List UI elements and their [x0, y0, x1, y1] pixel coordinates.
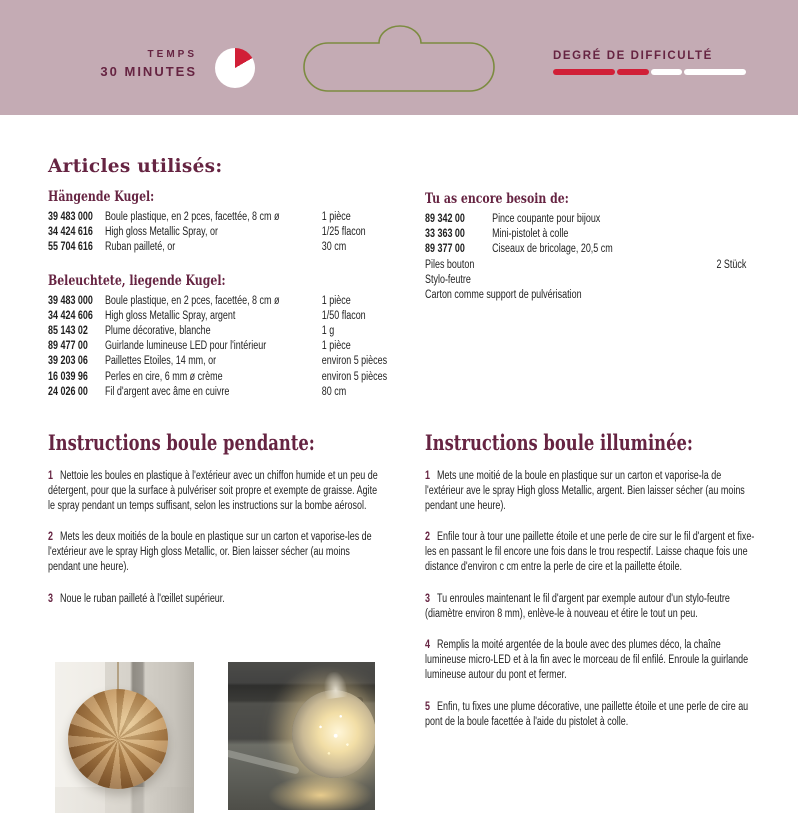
light-cable — [228, 748, 300, 774]
item-code: 89 377 00 — [425, 243, 465, 256]
step-text: Nettoie les boules en plastique à l'extérieur avec un chiffon humide et un peu de détergent, pour que la surface à pulvériser soit propre et exempte de graisse. Agite le spray pendant un temps suffisant, selon les instructions sur la bombe aérosol. — [48, 470, 378, 512]
item-code: 34 424 606 — [48, 309, 93, 322]
step-number: 3 — [48, 592, 53, 605]
difficulty-segment — [651, 69, 682, 75]
item-quantity: 30 cm — [321, 241, 347, 254]
instructions-illuminated-ball — [425, 430, 762, 746]
item-quantity — [692, 212, 747, 227]
item-quantity: 1 g — [321, 325, 335, 338]
step-number: 1 — [425, 470, 430, 482]
difficulty-info — [553, 50, 746, 75]
material-row — [425, 227, 746, 242]
section-title-also-needed: Tu as encore besoin de: — [425, 191, 569, 207]
step-text: Mets les deux moitiés de la boule en plastique sur un carton et vaporise-les de l'extérieur ave le spray High gloss Metallic, or. Bien laisser sécher (au moins pendant une heure). — [48, 531, 372, 573]
time-value: 30 MINUTES — [100, 64, 197, 79]
material-row — [48, 294, 398, 309]
photo-gold-bauble — [55, 662, 194, 813]
item-quantity: 1/50 flacon — [321, 309, 366, 322]
item-quantity: 2 Stück — [716, 258, 747, 271]
material-row — [48, 225, 398, 240]
materials-list-extra — [425, 191, 746, 320]
timer-icon — [215, 48, 255, 88]
instruction-step — [425, 469, 762, 513]
item-code: 55 704 616 — [48, 241, 93, 254]
step-number: 5 — [425, 700, 430, 713]
item-description: High gloss Metallic Spray, or — [104, 226, 218, 239]
instruction-step — [425, 638, 762, 682]
item-description: Guirlande lumineuse LED pour l'intérieur — [104, 340, 267, 353]
step-number: 1 — [48, 470, 53, 482]
item-description: Ruban pailleté, or — [104, 241, 176, 254]
materials-table-extra — [425, 212, 746, 303]
section-title-hanging-ball: Hängende Kugel: — [48, 189, 155, 205]
instruction-step — [425, 530, 762, 574]
instruction-step — [48, 469, 383, 513]
instructions-hanging-ball — [48, 430, 383, 624]
item-description: Boule plastique, en 2 pces, facettée, 8 cm ø — [104, 294, 280, 307]
hanging-string — [117, 662, 119, 692]
item-description: Paillettes Etoiles, 14 mm, or — [104, 355, 217, 368]
material-row — [425, 242, 746, 257]
item-code: 89 477 00 — [48, 340, 88, 353]
item-description: High gloss Metallic Spray, argent — [104, 309, 236, 322]
steps-hanging — [48, 469, 383, 607]
item-quantity: environ 5 pièces — [321, 355, 388, 368]
instruction-step — [48, 592, 383, 607]
item-description: Carton comme support de pulvérisation — [425, 289, 582, 302]
item-description: Pince coupante pour bijoux — [492, 213, 601, 225]
step-number: 2 — [48, 531, 53, 544]
item-quantity: 80 cm — [321, 385, 347, 398]
item-description: Perles en cire, 6 mm ø crème — [104, 370, 223, 383]
material-row — [48, 240, 398, 255]
step-number: 3 — [425, 592, 430, 605]
material-row — [425, 212, 746, 227]
item-code: 24 026 00 — [48, 385, 88, 398]
item-code: 39 483 000 — [48, 211, 93, 223]
item-quantity — [692, 227, 747, 242]
step-text: Enfile tour à tour une paillette étoile et une perle de cire sur le fil d'argent et fixe-les en passant le fil encore une fois dans le trou respectif. Laisse chaque fois une distance d'environ c cm entre la perle de cire et la paillette étoile. — [425, 531, 755, 573]
step-text: Noue le ruban pailleté à l'œillet supérieur. — [60, 592, 225, 605]
step-number: 2 — [425, 531, 430, 544]
item-quantity: 1 pièce — [321, 340, 351, 353]
illuminated-ball — [292, 690, 375, 778]
instruction-step — [425, 592, 762, 622]
materials-table-hanging — [48, 210, 398, 256]
difficulty-segment — [684, 69, 746, 75]
gold-faceted-ball — [68, 689, 168, 789]
material-row — [425, 273, 746, 288]
difficulty-segment — [553, 69, 615, 75]
material-row — [48, 309, 398, 324]
item-code: 39 483 000 — [48, 294, 93, 307]
item-description: Boule plastique, en 2 pces, facettée, 8 cm ø — [104, 211, 280, 223]
ornament-outline-icon — [300, 22, 498, 94]
item-quantity: 1 pièce — [321, 294, 351, 307]
item-description: Piles bouton — [425, 258, 475, 271]
item-description: Stylo-feutre — [425, 273, 471, 286]
material-row — [48, 354, 398, 369]
item-description: Mini-pistolet à colle — [492, 228, 569, 241]
item-code: 89 342 00 — [425, 213, 465, 225]
item-quantity — [692, 288, 747, 303]
steps-illuminated — [425, 469, 762, 729]
instruction-step — [48, 530, 383, 574]
step-text: Tu enroules maintenant le fil d'argent par exemple autour d'un stylo-feutre (diamètre environ 8 mm), enlève-le à nouveau et étire le tout un peu. — [425, 592, 730, 620]
item-description: Plume décorative, blanche — [104, 325, 211, 338]
item-description: Ciseaux de bricolage, 20,5 cm — [492, 243, 613, 256]
section-title-lighted-ball: Beleuchtete, liegende Kugel: — [48, 272, 226, 289]
item-quantity: 1/25 flacon — [321, 226, 366, 239]
item-code: 16 039 96 — [48, 370, 88, 383]
instructions-title-hanging: Instructions boule pendante: — [48, 430, 315, 455]
item-code: 34 424 616 — [48, 226, 93, 239]
item-quantity: 1 pièce — [321, 211, 351, 223]
material-row — [48, 339, 398, 354]
materials-list-left — [48, 189, 398, 417]
step-text: Enfin, tu fixes une plume décorative, une paillette étoile et une perle de cire au pont de la boule facettée à l'aide du pistolet à colle. — [425, 700, 749, 728]
difficulty-label: DEGRÉ DE DIFFICULTÉ — [553, 50, 713, 62]
material-row — [48, 210, 398, 225]
item-quantity: environ 5 pièces — [321, 370, 388, 383]
item-quantity — [692, 242, 747, 257]
material-row — [425, 258, 746, 273]
photo-illuminated-bauble — [228, 662, 375, 810]
window-frame — [55, 787, 194, 813]
instruction-step — [425, 700, 762, 730]
header-banner — [0, 0, 798, 115]
page-title: Articles utilisés: — [48, 156, 223, 177]
item-code: 85 143 02 — [48, 325, 88, 338]
item-code: 33 363 00 — [425, 228, 465, 241]
step-text: Remplis la moité argentée de la boule avec des plumes déco, la chaîne lumineuse micro-LED et à la fin avec le morceau de fil enfilé. Enroule la guirlande lumineuse autour du pont et fermer. — [425, 639, 749, 681]
time-info — [0, 49, 197, 79]
material-row — [425, 288, 746, 303]
item-description: Fil d'argent avec âme en cuivre — [104, 385, 230, 398]
item-quantity — [692, 273, 747, 288]
step-text: Mets une moitié de la boule en plastique sur un carton et vaporise-la de l'extérieur ave le spray High gloss Metallic, argent. Bien laisser sécher (au moins pendant une heure). — [425, 470, 745, 512]
item-code: 39 203 06 — [48, 355, 88, 368]
materials-table-lighted — [48, 294, 398, 400]
difficulty-bar — [553, 69, 746, 75]
bauble-top-knot — [322, 671, 347, 700]
instructions-title-illuminated: Instructions boule illuminée: — [425, 430, 693, 455]
material-row — [48, 324, 398, 339]
step-number: 4 — [425, 639, 430, 652]
time-label: TEMPS — [147, 49, 197, 60]
material-row — [48, 385, 398, 400]
difficulty-segment — [617, 69, 649, 75]
material-row — [48, 370, 398, 385]
